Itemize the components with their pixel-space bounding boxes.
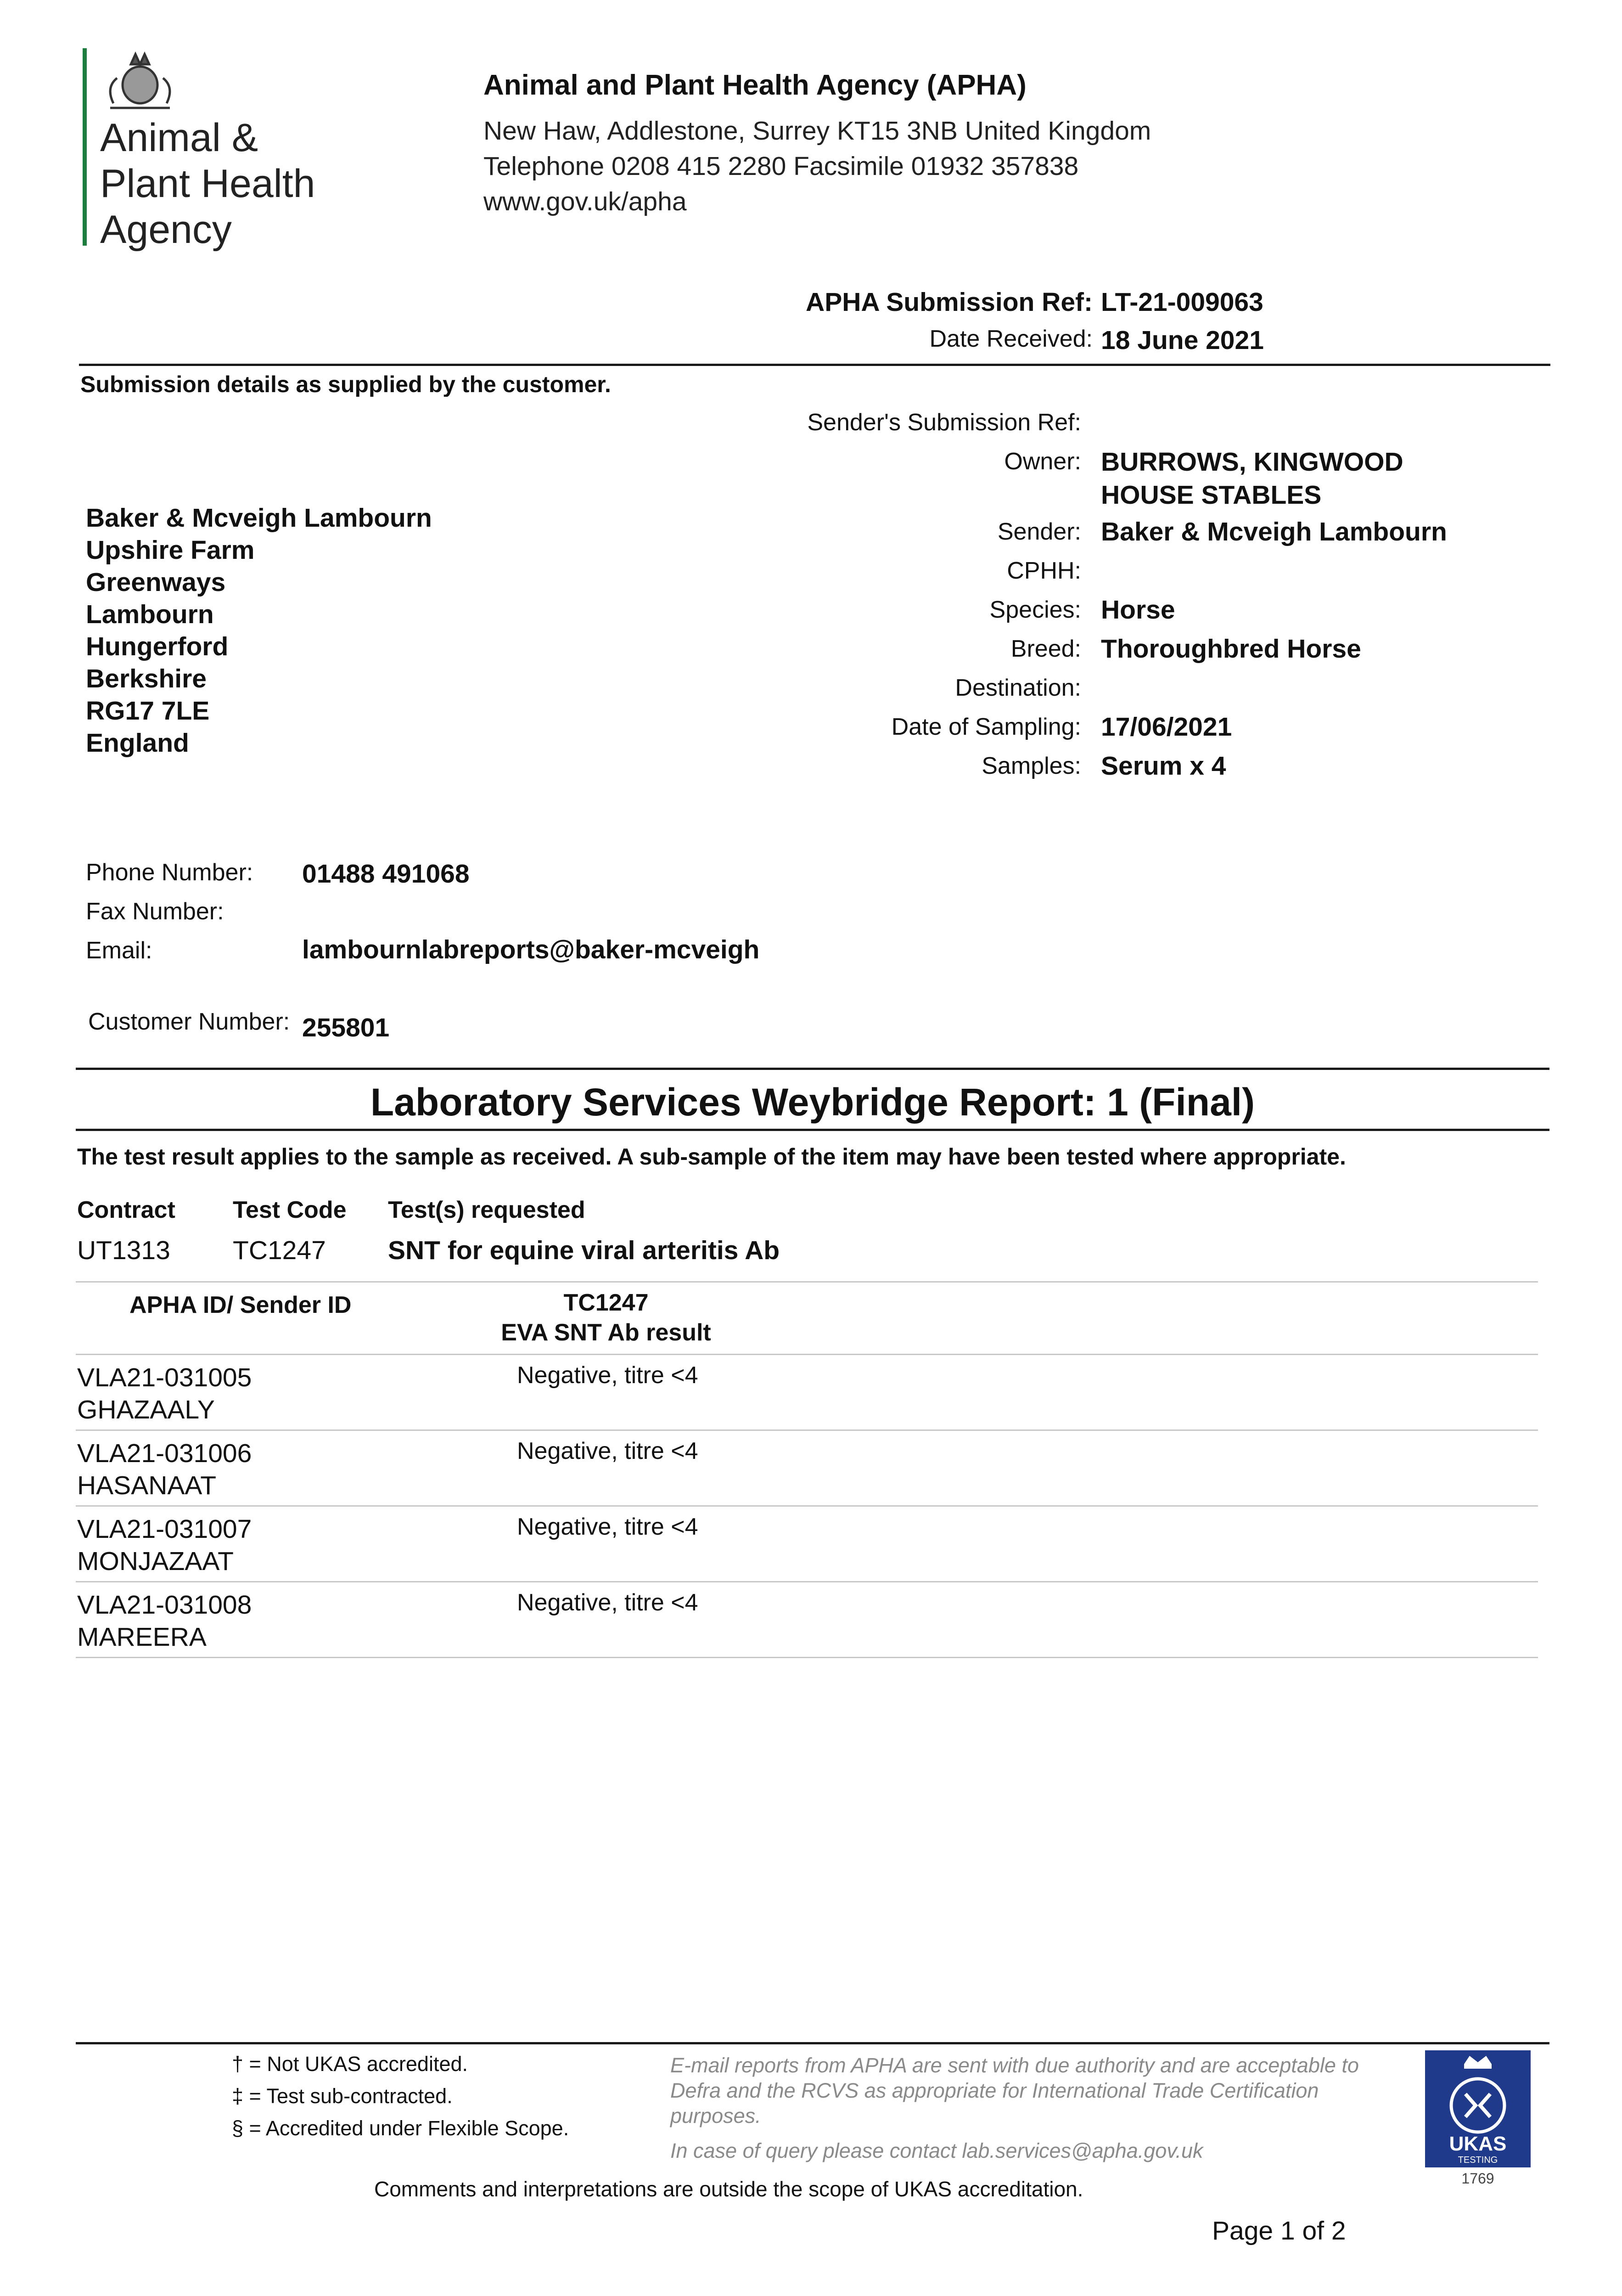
address-line: Lambourn [86,600,214,629]
table-row [77,1362,252,1426]
ukas-testing-icon [1425,2050,1531,2188]
result-value: Negative, titre <4 [517,1589,698,1616]
contract-header: Contract [77,1197,175,1223]
results-top-divider [76,1281,1538,1283]
cphh-label: CPHH: [1007,557,1081,584]
address-line: England [86,728,189,758]
submission-ref-value: LT-21-009063 [1101,287,1263,317]
logo-line: Animal & [100,116,258,160]
sender-id: GHAZAALY [77,1395,215,1424]
address-line: Greenways [86,568,226,597]
customer-number-label: Customer Number: [88,1008,290,1035]
report-disclaimer: The test result applies to the sample as received. A sub-sample of the item may have been tested where appropriate. [77,1144,1346,1170]
row-divider [76,1581,1538,1582]
row-divider [76,1505,1538,1507]
customer-number-value: 255801 [302,1013,390,1042]
address-line: RG17 7LE [86,696,210,726]
species-label: Species: [989,597,1081,623]
test-code-value: TC1247 [233,1236,326,1265]
query-contact-note: In case of query please contact lab.services@apha.gov.uk [670,2139,1203,2162]
row-divider [76,1657,1538,1658]
apha-id: VLA21-031005 [77,1363,252,1392]
ukas-comments-note: Comments and interpretations are outside the scope of UKAS accreditation. [374,2177,1083,2201]
address-line: Berkshire [86,664,207,693]
date-received-label: Date Received: [929,326,1093,352]
sender-id: MAREERA [77,1622,207,1652]
address-line: Baker & Mcveigh Lambourn [86,503,432,533]
date-received-value: 18 June 2021 [1101,326,1264,355]
fax-label: Fax Number: [86,898,224,925]
destination-label: Destination: [955,675,1081,701]
results-code-header: TC1247 [563,1289,649,1316]
breed-value: Thoroughbred Horse [1101,634,1361,664]
tests-requested-header: Test(s) requested [388,1197,585,1223]
breed-label: Breed: [1010,636,1081,662]
ukas-sub-label: TESTING [1458,2155,1498,2165]
results-header-divider [76,1354,1538,1355]
email-label: Email: [86,937,152,964]
address-line: Hungerford [86,632,229,661]
samples-label: Samples: [982,753,1081,779]
phone-value: 01488 491068 [302,859,470,889]
email-link[interactable]: lambournlabreports@baker-mcveigh [302,935,760,964]
result-value: Negative, titre <4 [517,1438,698,1464]
customer-address [86,502,432,759]
owner-value [1101,445,1403,512]
owner-line: BURROWS, KINGWOOD [1101,447,1403,477]
owner-line: HOUSE STABLES [1101,480,1322,510]
royal-crest-icon [96,46,184,115]
header-divider [79,364,1550,366]
page-number: Page 1 of 2 [1212,2216,1346,2245]
results-id-header: APHA ID/ Sender ID [129,1292,352,1318]
logo-line: Agency [100,208,232,252]
ukas-label: UKAS [1449,2133,1507,2155]
address-line: Telephone 0208 415 2280 Facsimile 01932 357838 [483,152,1079,181]
address-line: Upshire Farm [86,535,255,565]
submission-ref-label: APHA Submission Ref: [806,287,1093,317]
address-line: New Haw, Addlestone, Surrey KT15 3NB United Kingdom [483,116,1151,146]
logo-line: Plant Health [100,162,315,206]
footer-divider [76,2042,1549,2044]
apha-id: VLA21-031007 [77,1514,252,1544]
report-top-divider [76,1068,1549,1070]
report-title: Laboratory Services Weybridge Report: 1 (Final) [370,1080,1255,1124]
agency-logo-text [100,115,315,253]
sender-value: Baker & Mcveigh Lambourn [1101,517,1447,546]
results-result-header: EVA SNT Ab result [501,1319,711,1346]
legend-item: § = Accredited under Flexible Scope. [232,2116,569,2140]
senders-ref-label: Sender's Submission Ref: [807,409,1081,436]
result-value: Negative, titre <4 [517,1362,698,1389]
sender-label: Sender: [997,518,1081,545]
agency-name: Animal and Plant Health Agency (APHA) [483,69,1027,101]
date-sampling-label: Date of Sampling: [891,714,1081,740]
table-row [77,1437,252,1502]
samples-value: Serum x 4 [1101,751,1226,781]
sender-id: HASANAAT [77,1471,217,1500]
phone-label: Phone Number: [86,859,253,886]
sender-id: MONJAZAAT [77,1547,234,1576]
apha-id: VLA21-031008 [77,1590,252,1620]
ukas-number: 1769 [1461,2170,1494,2187]
owner-label: Owner: [1004,448,1081,475]
agency-address [483,113,1151,219]
row-divider [76,1429,1538,1431]
submission-note: Submission details as supplied by the customer. [80,371,611,397]
test-code-header: Test Code [233,1197,347,1223]
table-row [77,1513,252,1577]
agency-website-link[interactable]: www.gov.uk/apha [483,187,687,216]
email-authority-note: E-mail reports from APHA are sent with due authority and are acceptable to Defra and the RCVS as appropriate for International Trade Certification purposes. [670,2054,1359,2127]
legend-item: † = Not UKAS accredited. [232,2052,468,2076]
result-value: Negative, titre <4 [517,1514,698,1540]
accreditation-legend [232,2048,569,2144]
apha-id: VLA21-031006 [77,1439,252,1468]
report-title-divider [76,1129,1549,1131]
legend-item: ‡ = Test sub-contracted. [232,2084,453,2108]
date-sampling-value: 17/06/2021 [1101,712,1232,742]
table-row [77,1589,252,1653]
test-description: SNT for equine viral arteritis Ab [388,1236,780,1265]
species-value: Horse [1101,595,1175,625]
brand-bar [83,48,87,246]
contract-value: UT1313 [77,1236,170,1265]
